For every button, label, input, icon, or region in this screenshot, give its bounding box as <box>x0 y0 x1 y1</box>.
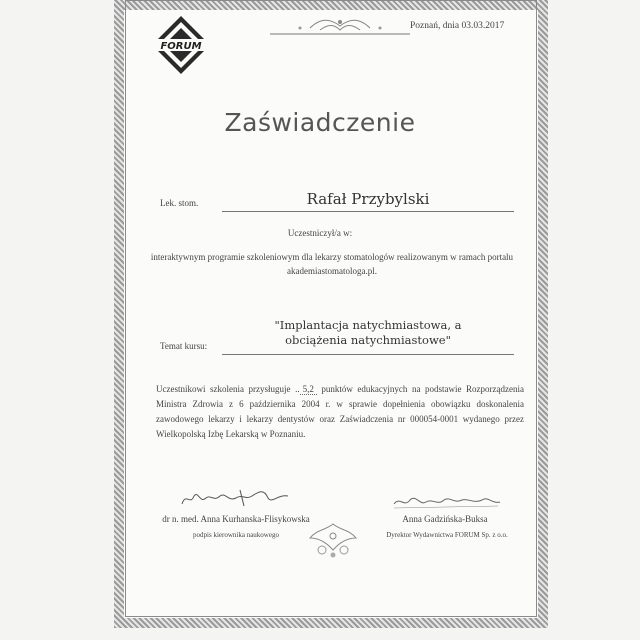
top-ornament <box>270 14 410 38</box>
certificate-title: Zaświadczenie <box>224 108 416 137</box>
points-prefix: Uczestnikowi szkolenia przysługuje .. <box>156 384 300 394</box>
recipient-name: Rafał Przybylski <box>306 190 430 208</box>
place-date: Poznań, dnia 03.03.2017 <box>410 21 505 31</box>
logo-text: FORUM <box>160 41 202 52</box>
topic-line-1: "Implantacja natychmiastowa, a <box>274 318 462 332</box>
rank-label: Lek. stom. <box>160 198 199 208</box>
right-signatory-name: Anna Gadzińska-Buksa <box>402 514 488 524</box>
topic-label: Temat kursu: <box>160 341 208 351</box>
program-text: interaktywnym programie szkoleniowym dla lekarzy stomatologów realizowanym w ramach portalu akademiastomatologa.pl. <box>150 252 514 276</box>
forum-logo <box>150 14 212 76</box>
points-paragraph <box>156 382 524 442</box>
bottom-ornament <box>296 520 370 560</box>
course-topic <box>222 318 514 348</box>
left-signatory-role: podpis kierownika naukowego <box>193 531 279 539</box>
topic-underline <box>222 354 514 355</box>
right-signature <box>392 490 502 512</box>
points-value: 5,2 <box>300 384 317 395</box>
left-signatory-name: dr n. med. Anna Kurhanska-Flisykowska <box>162 514 310 524</box>
left-signature <box>180 486 290 510</box>
participant-label: Uczestniczył/a w: <box>287 228 353 238</box>
points-suffix: punktów edukacyjnych na podstawie Rozporządzenia Ministra Zdrowia z 6 października 2004 r. w sprawie dopełnienia obowiązku doskonalenia zawodowego lekarzy i lekarzy dentystów oraz Zaświadczenia nr 000054-0001 wydanego przez Wielkopolską Izbę Lekarską w Poznaniu. <box>156 384 524 439</box>
topic-line-2: obciążenia natychmiastowe" <box>285 333 451 347</box>
right-signatory-role: Dyrektor Wydawnictwa FORUM Sp. z o.o. <box>386 531 508 539</box>
name-underline <box>222 211 514 212</box>
